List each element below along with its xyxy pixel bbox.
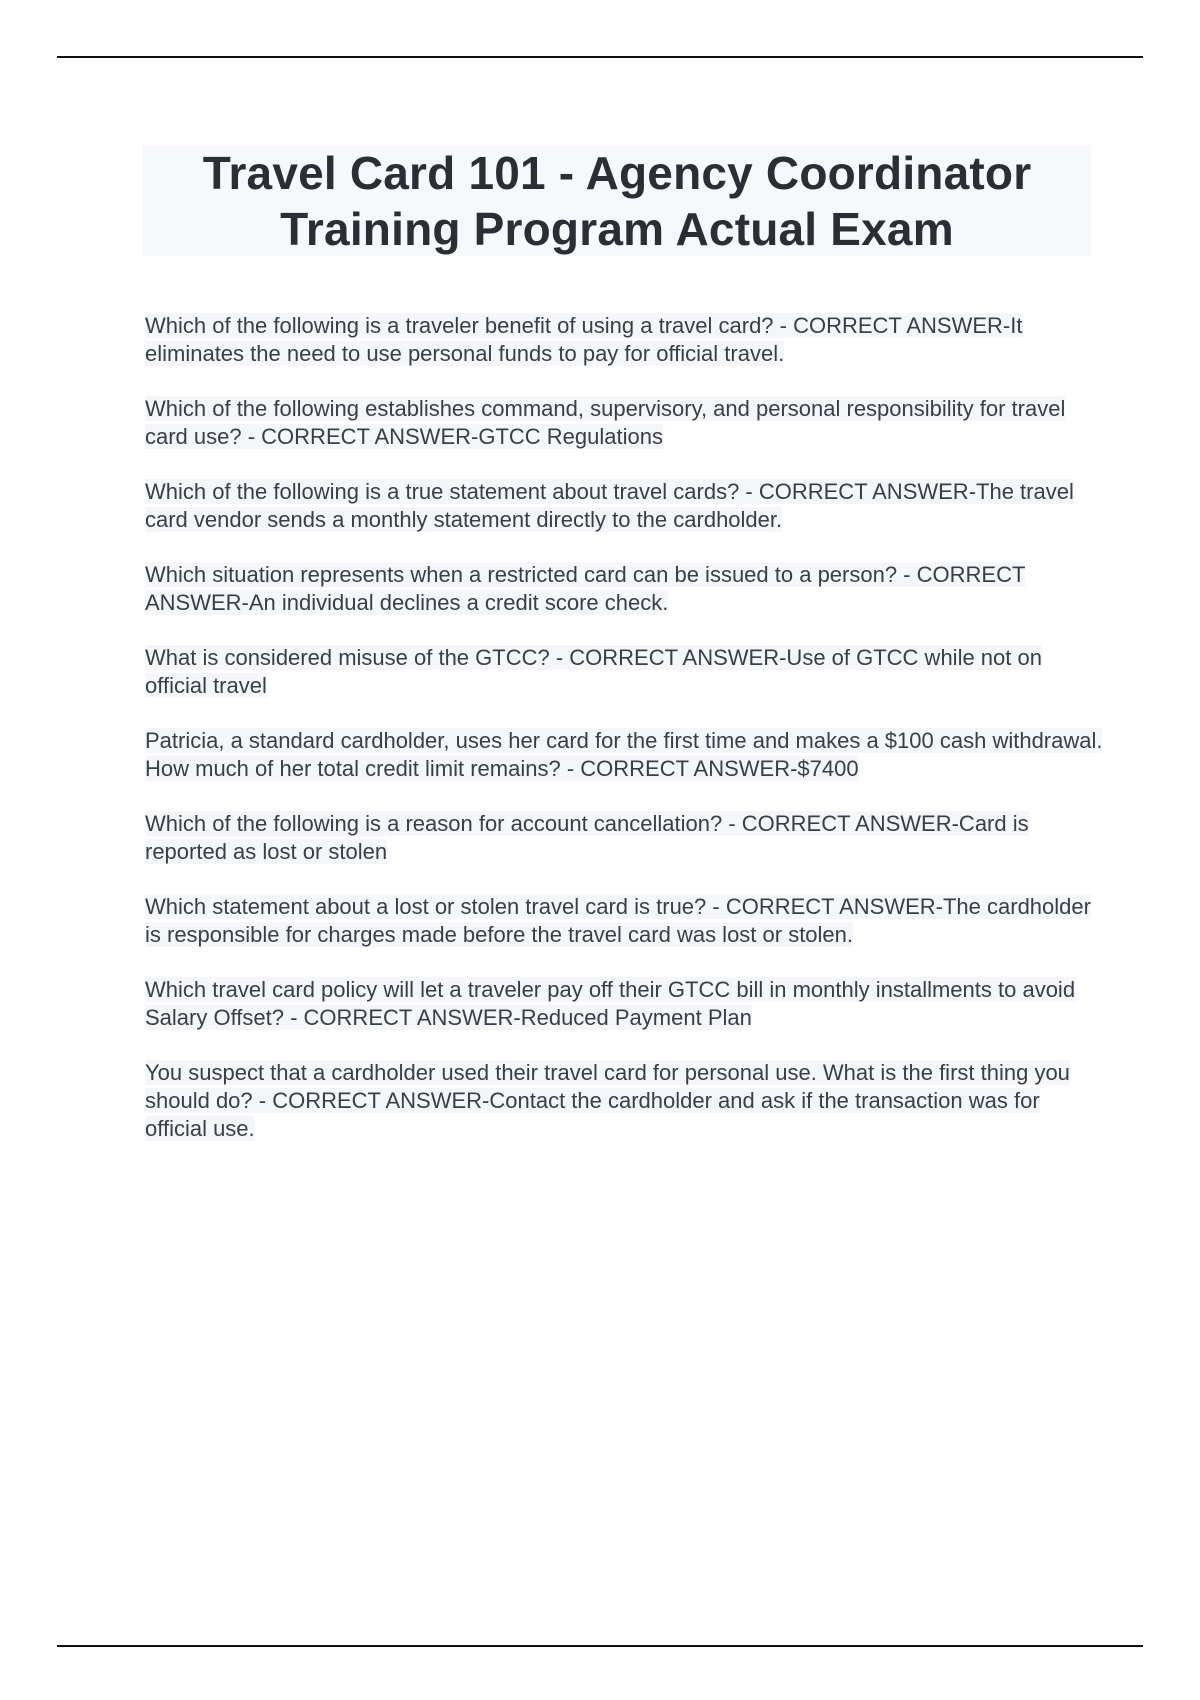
qa-item-7 xyxy=(145,810,1105,866)
qa-text: Patricia, a standard cardholder, uses her card for the first time and makes a $100 cash withdrawal. How much of her total credit limit remains? - CORRECT ANSWER-$7400 xyxy=(145,728,1103,781)
qa-text: Which statement about a lost or stolen travel card is true? - CORRECT ANSWER-The cardholder is responsible for charges made before the travel card was lost or stolen. xyxy=(145,894,1091,947)
top-rule xyxy=(57,56,1143,58)
title-line-1: Travel Card 101 - Agency Coordinator xyxy=(202,146,1032,199)
qa-text: Which situation represents when a restricted card can be issued to a person? - CORRECT ANSWER-An individual declines a credit score check. xyxy=(145,562,1026,615)
qa-item-9 xyxy=(145,976,1105,1032)
qa-text: Which of the following is a reason for account cancellation? - CORRECT ANSWER-Card is reported as lost or stolen xyxy=(145,811,1029,864)
document-title xyxy=(143,145,1091,256)
qa-text: What is considered misuse of the GTCC? - CORRECT ANSWER-Use of GTCC while not on official travel xyxy=(145,645,1042,698)
qa-item-6 xyxy=(145,727,1105,783)
qa-text: Which of the following is a true statement about travel cards? - CORRECT ANSWER-The travel card vendor sends a monthly statement directly to the cardholder. xyxy=(145,479,1074,532)
qa-text: Which of the following establishes command, supervisory, and personal responsibility for travel card use? - CORRECT ANSWER-GTCC Regulations xyxy=(145,396,1066,449)
qa-text: Which of the following is a traveler benefit of using a travel card? - CORRECT ANSWER-It eliminates the need to use personal funds to pay for official travel. xyxy=(145,313,1023,366)
qa-text: You suspect that a cardholder used their travel card for personal use. What is the first thing you should do? - CORRECT ANSWER-Contact the cardholder and ask if the transaction was for official use. xyxy=(145,1060,1070,1141)
qa-item-5 xyxy=(145,644,1105,700)
qa-item-4 xyxy=(145,561,1105,617)
title-line-2: Training Program Actual Exam xyxy=(280,202,954,255)
qa-item-10 xyxy=(145,1059,1105,1143)
qa-item-8 xyxy=(145,893,1105,949)
qa-item-1 xyxy=(145,312,1105,368)
qa-item-3 xyxy=(145,478,1105,534)
bottom-rule xyxy=(57,1645,1143,1647)
qa-item-2 xyxy=(145,395,1105,451)
qa-text: Which travel card policy will let a traveler pay off their GTCC bill in monthly installments to avoid Salary Offset? - CORRECT ANSWER-Reduced Payment Plan xyxy=(145,977,1076,1030)
qa-list xyxy=(145,312,1105,1170)
